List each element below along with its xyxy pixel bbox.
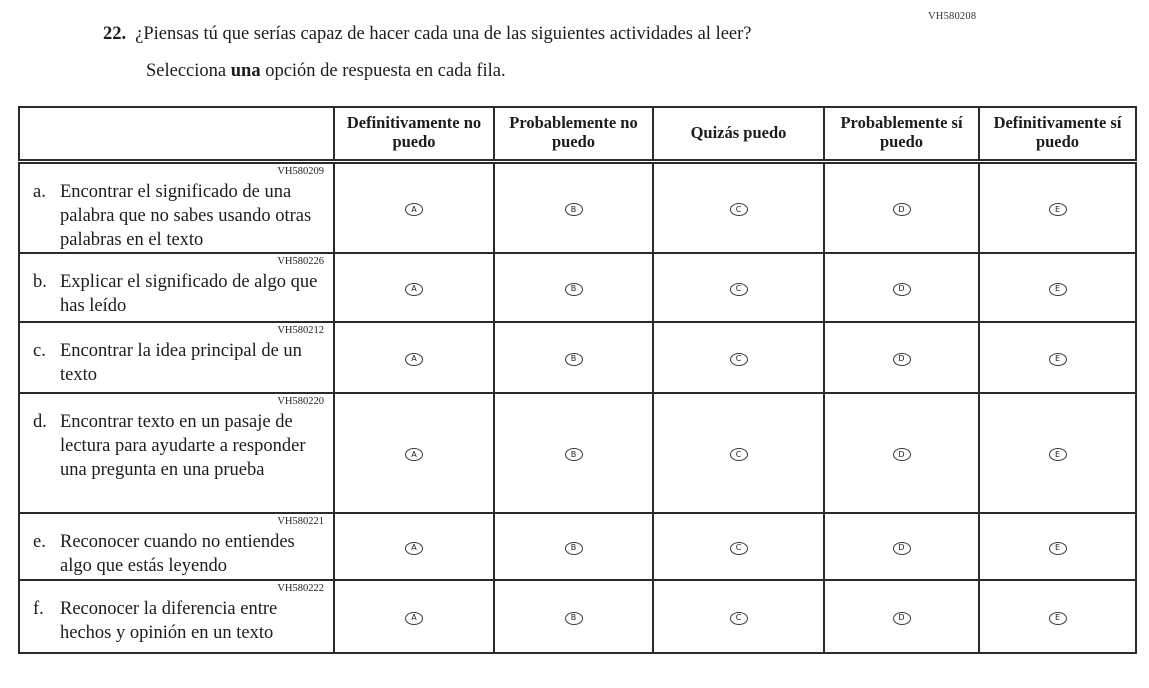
table-row-f <box>19 580 1136 653</box>
item-letter: b. <box>33 271 47 292</box>
question-instruction <box>146 61 506 82</box>
question-accession-code: VH580208 <box>928 11 977 22</box>
column-header-probablemente-no: Probablemente no puedo <box>494 107 653 161</box>
option-cell-d-C <box>653 393 824 513</box>
option-cell-c-C <box>653 322 824 393</box>
option-cell-f-B <box>494 580 653 653</box>
item-label: Encontrar texto en un pasaje de lectura para ayudarte a responder una pregunta en una prueba <box>60 411 306 480</box>
item-cell-e <box>19 513 334 580</box>
option-cell-c-E <box>979 322 1136 393</box>
option-bubble-f-A[interactable]: A <box>405 612 423 625</box>
option-bubble-c-B[interactable]: B <box>565 353 583 366</box>
option-cell-b-A <box>334 253 494 322</box>
option-bubble-f-C[interactable]: C <box>730 612 748 625</box>
item-label: Encontrar la idea principal de un texto <box>60 340 302 385</box>
option-bubble-d-E[interactable]: E <box>1049 448 1067 461</box>
option-cell-f-A <box>334 580 494 653</box>
option-cell-e-A <box>334 513 494 580</box>
response-matrix-table <box>18 106 1137 654</box>
option-cell-b-D <box>824 253 979 322</box>
item-letter: a. <box>33 181 46 202</box>
option-cell-f-E <box>979 580 1136 653</box>
instruction-pre: Selecciona <box>146 61 231 81</box>
row-accession-code: VH580221 <box>277 515 324 527</box>
option-cell-e-E <box>979 513 1136 580</box>
item-cell-c <box>19 322 334 393</box>
option-bubble-c-C[interactable]: C <box>730 353 748 366</box>
option-cell-b-C <box>653 253 824 322</box>
option-bubble-c-A[interactable]: A <box>405 353 423 366</box>
option-cell-d-D <box>824 393 979 513</box>
item-label: Explicar el significado de algo que has leído <box>60 271 318 316</box>
option-bubble-e-B[interactable]: B <box>565 542 583 555</box>
item-letter: d. <box>33 411 47 432</box>
option-bubble-e-E[interactable]: E <box>1049 542 1067 555</box>
option-bubble-d-B[interactable]: B <box>565 448 583 461</box>
option-bubble-c-D[interactable]: D <box>893 353 911 366</box>
question-number: 22. <box>103 24 127 44</box>
question-stem <box>103 24 752 45</box>
option-bubble-f-B[interactable]: B <box>565 612 583 625</box>
option-cell-d-E <box>979 393 1136 513</box>
option-cell-a-B <box>494 161 653 253</box>
header-row <box>19 107 1136 161</box>
column-header-definitivamente-no: Definitivamente no puedo <box>334 107 494 161</box>
option-cell-c-D <box>824 322 979 393</box>
option-bubble-b-D[interactable]: D <box>893 283 911 296</box>
table-row-e <box>19 513 1136 580</box>
option-cell-c-B <box>494 322 653 393</box>
column-header-probablemente-si: Probablemente sí puedo <box>824 107 979 161</box>
option-bubble-f-D[interactable]: D <box>893 612 911 625</box>
table-row-a <box>19 161 1136 253</box>
option-bubble-f-E[interactable]: E <box>1049 612 1067 625</box>
option-cell-c-A <box>334 322 494 393</box>
option-bubble-b-E[interactable]: E <box>1049 283 1067 296</box>
item-cell-f <box>19 580 334 653</box>
column-header-definitivamente-si: Definitivamente sí puedo <box>979 107 1136 161</box>
item-label: Reconocer la diferencia entre hechos y opinión en un texto <box>60 598 278 643</box>
option-bubble-c-E[interactable]: E <box>1049 353 1067 366</box>
item-label: Encontrar el significado de una palabra que no sabes usando otras palabras en el texto <box>60 181 312 250</box>
table-row-c <box>19 322 1136 393</box>
option-cell-d-B <box>494 393 653 513</box>
item-label: Reconocer cuando no entiendes algo que estás leyendo <box>60 531 295 576</box>
option-cell-e-C <box>653 513 824 580</box>
option-cell-a-C <box>653 161 824 253</box>
header-empty-cell <box>19 107 334 161</box>
option-cell-a-E <box>979 161 1136 253</box>
option-cell-f-C <box>653 580 824 653</box>
instruction-bold-word: una <box>230 61 261 81</box>
option-bubble-a-A[interactable]: A <box>405 203 423 216</box>
option-cell-b-E <box>979 253 1136 322</box>
option-bubble-a-D[interactable]: D <box>893 203 911 216</box>
option-cell-e-D <box>824 513 979 580</box>
item-cell-a <box>19 161 334 253</box>
option-bubble-e-A[interactable]: A <box>405 542 423 555</box>
option-bubble-a-B[interactable]: B <box>565 203 583 216</box>
table-row-b <box>19 253 1136 322</box>
item-letter: c. <box>33 340 46 361</box>
row-accession-code: VH580212 <box>277 324 324 336</box>
option-bubble-d-A[interactable]: A <box>405 448 423 461</box>
row-accession-code: VH580220 <box>277 395 324 407</box>
option-bubble-b-C[interactable]: C <box>730 283 748 296</box>
option-bubble-b-A[interactable]: A <box>405 283 423 296</box>
option-cell-a-A <box>334 161 494 253</box>
item-cell-d <box>19 393 334 513</box>
option-cell-e-B <box>494 513 653 580</box>
option-bubble-d-C[interactable]: C <box>730 448 748 461</box>
option-bubble-d-D[interactable]: D <box>893 448 911 461</box>
row-accession-code: VH580226 <box>277 255 324 267</box>
option-cell-d-A <box>334 393 494 513</box>
row-accession-code: VH580222 <box>277 582 324 594</box>
option-bubble-a-C[interactable]: C <box>730 203 748 216</box>
option-bubble-a-E[interactable]: E <box>1049 203 1067 216</box>
instruction-post: opción de respuesta en cada fila. <box>260 61 506 81</box>
item-letter: f. <box>33 598 44 619</box>
option-cell-b-B <box>494 253 653 322</box>
option-cell-f-D <box>824 580 979 653</box>
item-letter: e. <box>33 531 46 552</box>
row-accession-code: VH580209 <box>277 165 324 177</box>
table-row-d <box>19 393 1136 513</box>
option-bubble-e-C[interactable]: C <box>730 542 748 555</box>
option-cell-a-D <box>824 161 979 253</box>
question-text: ¿Piensas tú que serías capaz de hacer cada una de las siguientes actividades al leer? <box>135 24 752 44</box>
item-cell-b <box>19 253 334 322</box>
option-bubble-e-D[interactable]: D <box>893 542 911 555</box>
option-bubble-b-B[interactable]: B <box>565 283 583 296</box>
column-header-quizas: Quizás puedo <box>653 107 824 161</box>
